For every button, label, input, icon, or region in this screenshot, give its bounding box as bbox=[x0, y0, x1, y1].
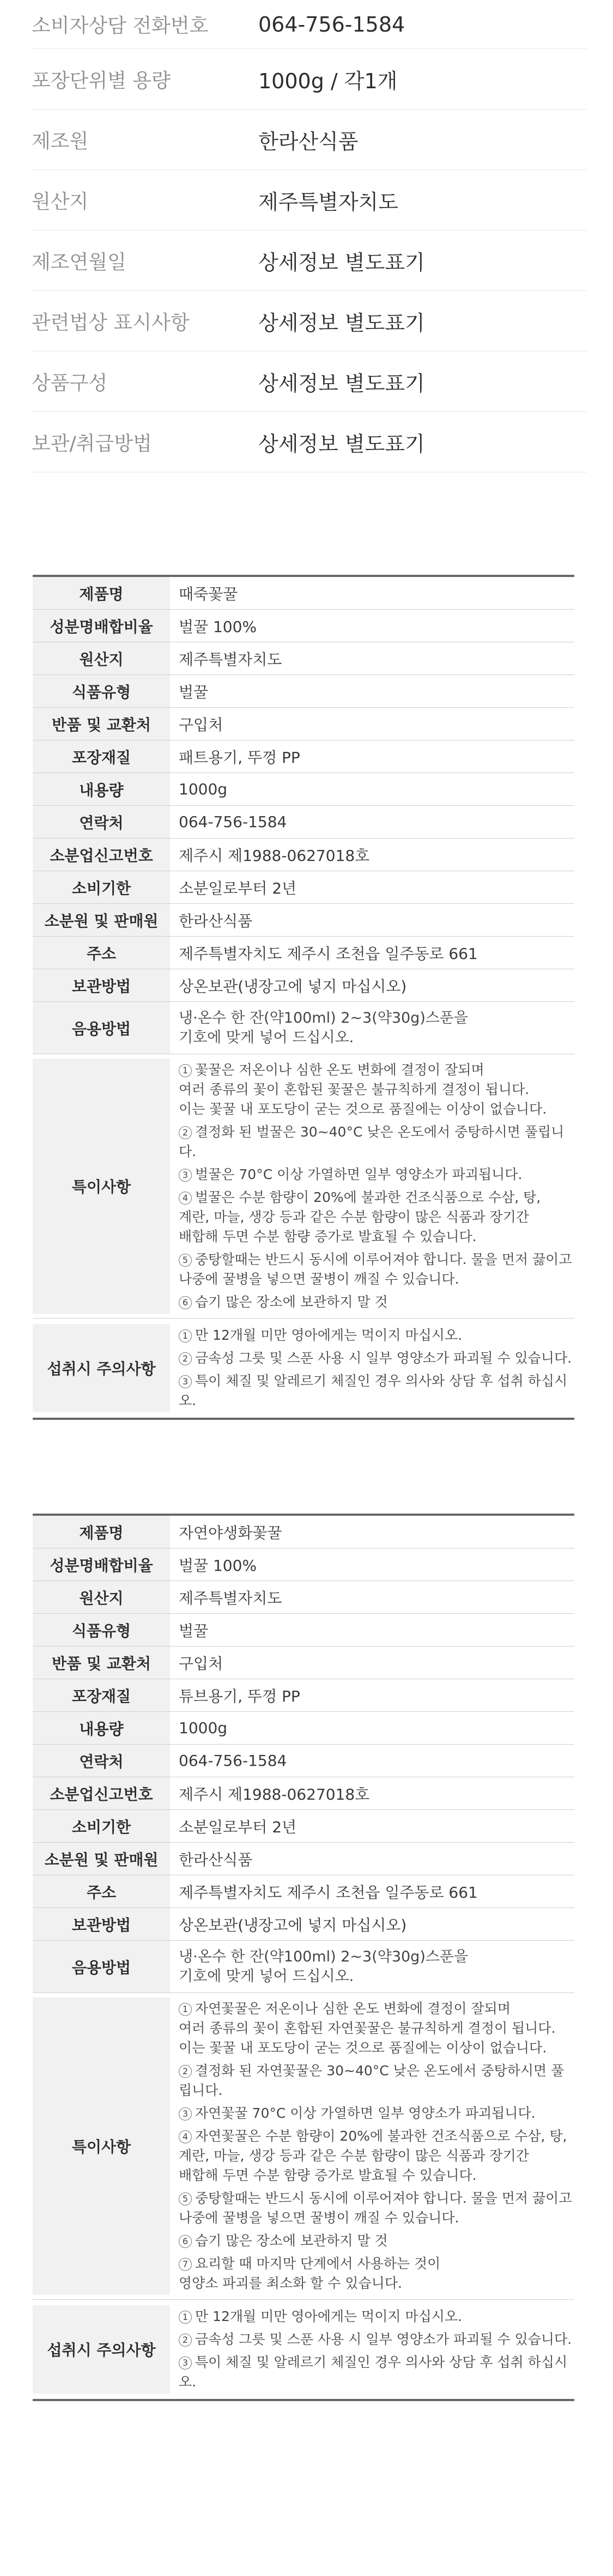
summary-label: 원산지 bbox=[32, 190, 89, 213]
spec-row bbox=[33, 1516, 574, 1548]
note-line: 만 12개월 미만 영아에게는 먹이지 마십시오. bbox=[195, 2308, 463, 2324]
spec-label: 보관방법 bbox=[33, 1908, 170, 1940]
spec-label: 내용량 bbox=[33, 773, 170, 805]
spec-label: 특이사항 bbox=[33, 1059, 170, 1314]
spec-label: 주소 bbox=[33, 1875, 170, 1907]
spec-label: 소비기한 bbox=[33, 1810, 170, 1842]
summary-label: 보관/취급방법 bbox=[32, 432, 152, 455]
caution-note bbox=[179, 1326, 574, 1345]
note-line: 영양소 파괴를 최소화 할 수 있습니다. bbox=[179, 2275, 402, 2291]
spec-row bbox=[33, 1712, 574, 1745]
circled-number: 2 bbox=[179, 1126, 192, 1139]
note-line: 계란, 마늘, 생강 등과 같은 수분 함량이 많은 식품과 장기간 bbox=[179, 2148, 529, 2164]
special-note bbox=[179, 2254, 574, 2293]
note-line: 이는 꽃꿀 내 포도당이 굳는 것으로 품질에는 이상이 없습니다. bbox=[179, 1101, 547, 1117]
note-line: 꽃꿀은 저온이나 심한 온도 변화에 결정이 잘되며 bbox=[195, 1062, 484, 1078]
note-line: 나중에 꿀병을 넣으면 꿀병이 깨질 수 있습니다. bbox=[179, 1271, 459, 1287]
circled-number: 6 bbox=[179, 1296, 192, 1309]
spec-row bbox=[33, 839, 574, 871]
summary-label: 포장단위별 용량 bbox=[32, 69, 171, 92]
spec-table-wildflower-honey bbox=[33, 1514, 574, 2401]
special-note bbox=[179, 1999, 574, 2058]
product-summary-list bbox=[32, 0, 587, 472]
circled-number: 1 bbox=[179, 1064, 192, 1077]
special-note bbox=[179, 2127, 574, 2185]
spec-value: 제주특별자치도 제주시 조천읍 일주동로 661 bbox=[179, 944, 478, 963]
spec-row bbox=[33, 1810, 574, 1843]
spec-label: 주소 bbox=[33, 937, 170, 969]
summary-row bbox=[32, 291, 587, 351]
spec-label: 반품 및 교환처 bbox=[33, 708, 170, 740]
summary-value: 상세정보 별도표기 bbox=[258, 432, 425, 456]
spec-label: 제품명 bbox=[33, 1516, 170, 1548]
special-note bbox=[179, 1122, 574, 1162]
special-note bbox=[179, 2104, 574, 2123]
spec-label: 연락처 bbox=[33, 806, 170, 838]
note-line: 이는 꽃꿀 내 포도당이 굳는 것으로 품질에는 이상이 없습니다. bbox=[179, 2040, 547, 2056]
note-line: 요리할 때 마지막 단계에서 사용하는 것이 bbox=[195, 2256, 441, 2271]
special-note bbox=[179, 1060, 574, 1119]
note-line: 중탕할때는 반드시 동시에 이루어져야 합니다. 물을 먼저 끓이고 bbox=[195, 2190, 572, 2206]
summary-value: 1000g / 각1개 bbox=[258, 69, 398, 93]
special-note bbox=[179, 1165, 574, 1184]
usage-line: 냉·온수 한 잔(약100ml) 2~3(약30g)스푼을 bbox=[179, 1948, 469, 1965]
spec-value: 때죽꽃꿀 bbox=[179, 585, 238, 603]
summary-row bbox=[32, 0, 587, 49]
note-line: 벌꿀은 70°C 이상 가열하면 일부 영양소가 파괴됩니다. bbox=[195, 1167, 523, 1182]
spec-value: 한라산식품 bbox=[179, 912, 253, 930]
circled-number: 4 bbox=[179, 1192, 192, 1205]
spec-table-ttaejuk-honey bbox=[33, 575, 574, 1420]
circled-number: 3 bbox=[179, 1375, 192, 1388]
special-note bbox=[179, 1188, 574, 1247]
spec-label: 성분명배합비율 bbox=[33, 610, 170, 642]
spec-label: 소분원 및 판매원 bbox=[33, 904, 170, 936]
spec-label: 식품유형 bbox=[33, 1614, 170, 1646]
spec-row bbox=[33, 1614, 574, 1647]
spec-value bbox=[170, 1997, 574, 2295]
spec-value: 패트용기, 뚜껑 PP bbox=[179, 748, 300, 767]
spec-value: 한라산식품 bbox=[179, 1850, 253, 1869]
spec-row bbox=[33, 1843, 574, 1875]
summary-label: 관련법상 표시사항 bbox=[32, 311, 190, 334]
spec-value: 1000g bbox=[179, 780, 228, 798]
spec-value bbox=[170, 1324, 574, 1412]
spec-value bbox=[170, 1059, 574, 1314]
caution-note bbox=[179, 2330, 574, 2349]
caution-note bbox=[179, 2353, 574, 2392]
note-line: 여러 종류의 꽃이 혼합된 꽃꿀은 불규칙하게 결정이 됩니다. bbox=[179, 1082, 530, 1097]
spec-value: 소분일로부터 2년 bbox=[179, 1818, 297, 1836]
spec-label: 음용방법 bbox=[33, 1941, 170, 1992]
note-line: 결정화 된 자연꽃꿀은 30~40°C 낮은 온도에서 중탕하시면 풀립니다. bbox=[179, 2063, 565, 2098]
spec-value: 벌꿀 100% bbox=[179, 617, 257, 636]
special-note bbox=[179, 1250, 574, 1289]
spec-value: 벌꿀 100% bbox=[179, 1556, 257, 1575]
spec-row-usage bbox=[33, 1941, 574, 1993]
spec-row bbox=[33, 577, 574, 610]
circled-number: 2 bbox=[179, 2334, 192, 2347]
spec-row bbox=[33, 1777, 574, 1810]
spec-row bbox=[33, 806, 574, 839]
spec-value: 제주특별자치도 bbox=[179, 650, 282, 669]
note-line: 자연꽃꿀 70°C 이상 가열하면 일부 영양소가 파괴됩니다. bbox=[195, 2105, 536, 2121]
spec-row-special bbox=[33, 1993, 574, 2300]
spec-label: 소분원 및 판매원 bbox=[33, 1843, 170, 1875]
spec-label: 제품명 bbox=[33, 577, 170, 609]
spec-value: 자연야생화꽃꿀 bbox=[179, 1523, 282, 1542]
summary-value: 064-756-1584 bbox=[258, 12, 405, 37]
note-line: 금속성 그릇 및 스푼 사용 시 일부 영양소가 파괴될 수 있습니다. bbox=[195, 1350, 572, 1366]
circled-number: 1 bbox=[179, 1329, 192, 1342]
spec-row bbox=[33, 937, 574, 969]
spec-value: 제주시 제1988-0627018호 bbox=[179, 1785, 370, 1803]
spec-value bbox=[170, 1002, 574, 1054]
spec-value bbox=[170, 1941, 574, 1992]
spec-value: 구입처 bbox=[179, 1654, 223, 1673]
spec-label: 보관방법 bbox=[33, 969, 170, 1001]
summary-value: 제주특별자치도 bbox=[258, 190, 398, 214]
note-line: 자연꽃꿀은 수분 함량이 20%에 불과한 건조식품으로 수삼, 탕, bbox=[195, 2128, 567, 2144]
spec-row bbox=[33, 1647, 574, 1679]
spec-row bbox=[33, 642, 574, 675]
spec-value: 구입처 bbox=[179, 715, 223, 734]
spec-value: 1000g bbox=[179, 1719, 228, 1737]
spec-value: 064-756-1584 bbox=[179, 813, 287, 831]
spec-value: 제주시 제1988-0627018호 bbox=[179, 846, 370, 865]
spec-label: 내용량 bbox=[33, 1712, 170, 1744]
note-line: 만 12개월 미만 영아에게는 먹이지 마십시오. bbox=[195, 1327, 463, 1343]
circled-number: 1 bbox=[179, 2311, 192, 2324]
spec-label: 성분명배합비율 bbox=[33, 1548, 170, 1581]
note-line: 습기 많은 장소에 보관하지 말 것 bbox=[195, 1294, 388, 1310]
spec-row bbox=[33, 1875, 574, 1908]
circled-number: 1 bbox=[179, 2003, 192, 2016]
spec-row bbox=[33, 1548, 574, 1581]
spec-label: 섭취시 주의사항 bbox=[33, 2305, 170, 2393]
note-line: 여러 종류의 꽃이 혼합된 자연꽃꿀은 불규칙하게 결정이 됩니다. bbox=[179, 2020, 556, 2036]
summary-label: 제조연월일 bbox=[32, 251, 126, 274]
spec-value: 튜브용기, 뚜껑 PP bbox=[179, 1687, 300, 1705]
spec-value: 벌꿀 bbox=[179, 683, 209, 701]
spec-value: 상온보관(냉장고에 넣지 마십시오) bbox=[179, 977, 407, 995]
circled-number: 5 bbox=[179, 1254, 192, 1267]
spec-row-usage bbox=[33, 1002, 574, 1054]
special-note bbox=[179, 1292, 574, 1312]
spec-row bbox=[33, 1679, 574, 1712]
spec-value: 상온보관(냉장고에 넣지 마십시오) bbox=[179, 1916, 407, 1934]
note-line: 자연꽃꿀은 저온이나 심한 온도 변화에 결정이 잘되며 bbox=[195, 2001, 511, 2016]
note-line: 습기 많은 장소에 보관하지 말 것 bbox=[195, 2233, 388, 2249]
caution-note bbox=[179, 1348, 574, 1368]
circled-number: 4 bbox=[179, 2130, 192, 2143]
circled-number: 6 bbox=[179, 2235, 192, 2248]
spec-row bbox=[33, 610, 574, 642]
circled-number: 5 bbox=[179, 2192, 192, 2206]
spec-value: 제주특별자치도 제주시 조천읍 일주동로 661 bbox=[179, 1883, 478, 1901]
spec-label: 연락처 bbox=[33, 1745, 170, 1777]
spec-value: 제주특별자치도 bbox=[179, 1589, 282, 1607]
spec-label: 포장재질 bbox=[33, 1679, 170, 1711]
circled-number: 3 bbox=[179, 2107, 192, 2121]
summary-row bbox=[32, 351, 587, 412]
special-note bbox=[179, 2061, 574, 2100]
caution-note bbox=[179, 2307, 574, 2326]
spec-label: 섭취시 주의사항 bbox=[33, 1324, 170, 1412]
usage-line: 기호에 맞게 넣어 드십시오. bbox=[179, 1967, 354, 1985]
spec-row bbox=[33, 1908, 574, 1941]
summary-label: 상품구성 bbox=[32, 372, 108, 394]
spec-row bbox=[33, 969, 574, 1002]
summary-value: 상세정보 별도표기 bbox=[258, 311, 425, 335]
spec-row-caution bbox=[33, 2300, 574, 2399]
spec-row bbox=[33, 773, 574, 806]
summary-row bbox=[32, 412, 587, 472]
circled-number: 2 bbox=[179, 2065, 192, 2078]
summary-row bbox=[32, 49, 587, 110]
spec-label: 소분업신고번호 bbox=[33, 1777, 170, 1809]
summary-label: 제조원 bbox=[32, 130, 89, 153]
spec-label: 음용방법 bbox=[33, 1002, 170, 1054]
caution-note bbox=[179, 1371, 574, 1411]
usage-line: 기호에 맞게 넣어 드십시오. bbox=[179, 1029, 354, 1046]
spec-value: 벌꿀 bbox=[179, 1621, 209, 1640]
summary-label: 소비자상담 전화번호 bbox=[32, 15, 209, 37]
spec-label: 포장재질 bbox=[33, 740, 170, 773]
spec-row bbox=[33, 1745, 574, 1777]
spec-row-special bbox=[33, 1054, 574, 1319]
note-line: 중탕할때는 반드시 동시에 이루어져야 합니다. 물을 먼저 끓이고 bbox=[195, 1251, 572, 1267]
spec-value: 064-756-1584 bbox=[179, 1752, 287, 1770]
summary-value: 한라산식품 bbox=[258, 129, 359, 154]
spec-row bbox=[33, 675, 574, 708]
note-line: 나중에 꿀병을 넣으면 꿀병이 깨질 수 있습니다. bbox=[179, 2210, 459, 2226]
spec-label: 반품 및 교환처 bbox=[33, 1647, 170, 1679]
spec-label: 식품유형 bbox=[33, 675, 170, 707]
special-note bbox=[179, 2189, 574, 2228]
spec-row bbox=[33, 871, 574, 904]
summary-row bbox=[32, 110, 587, 170]
note-line: 벌꿀은 수분 함량이 20%에 불과한 건조식품으로 수삼, 탕, bbox=[195, 1189, 541, 1205]
note-line: 결정화 된 벌꿀은 30~40°C 낮은 온도에서 중탕하시면 풀립니다. bbox=[179, 1124, 565, 1159]
circled-number: 3 bbox=[179, 1169, 192, 1182]
spec-row bbox=[33, 904, 574, 937]
spec-label: 소비기한 bbox=[33, 871, 170, 903]
spec-label: 특이사항 bbox=[33, 1997, 170, 2295]
circled-number: 2 bbox=[179, 1352, 192, 1365]
summary-value: 상세정보 별도표기 bbox=[258, 250, 425, 275]
note-line: 배합해 두면 수분 함량 증가로 발효될 수 있습니다. bbox=[179, 1229, 477, 1244]
note-line: 특이 체질 및 알레르기 체질인 경우 의사와 상담 후 섭취 하십시오. bbox=[179, 1373, 568, 1408]
note-line: 금속성 그릇 및 스푼 사용 시 일부 영양소가 파괴될 수 있습니다. bbox=[195, 2331, 572, 2347]
summary-row bbox=[32, 170, 587, 230]
note-line: 배합해 두면 수분 함량 증가로 발효될 수 있습니다. bbox=[179, 2167, 477, 2183]
spec-label: 소분업신고번호 bbox=[33, 839, 170, 871]
usage-line: 냉·온수 한 잔(약100ml) 2~3(약30g)스푼을 bbox=[179, 1009, 469, 1026]
spec-row bbox=[33, 740, 574, 773]
circled-number: 3 bbox=[179, 2356, 192, 2370]
spec-label: 원산지 bbox=[33, 642, 170, 675]
note-line: 계란, 마늘, 생강 등과 같은 수분 함량이 많은 식품과 장기간 bbox=[179, 1209, 529, 1225]
special-note bbox=[179, 2231, 574, 2251]
circled-number: 7 bbox=[179, 2258, 192, 2271]
spec-row bbox=[33, 708, 574, 740]
spec-value: 소분일로부터 2년 bbox=[179, 879, 297, 897]
spec-label: 원산지 bbox=[33, 1581, 170, 1613]
spec-row-caution bbox=[33, 1319, 574, 1418]
spec-row bbox=[33, 1581, 574, 1614]
spec-value bbox=[170, 2305, 574, 2393]
note-line: 특이 체질 및 알레르기 체질인 경우 의사와 상담 후 섭취 하십시오. bbox=[179, 2354, 568, 2390]
summary-value: 상세정보 별도표기 bbox=[258, 371, 425, 396]
summary-row bbox=[32, 230, 587, 291]
